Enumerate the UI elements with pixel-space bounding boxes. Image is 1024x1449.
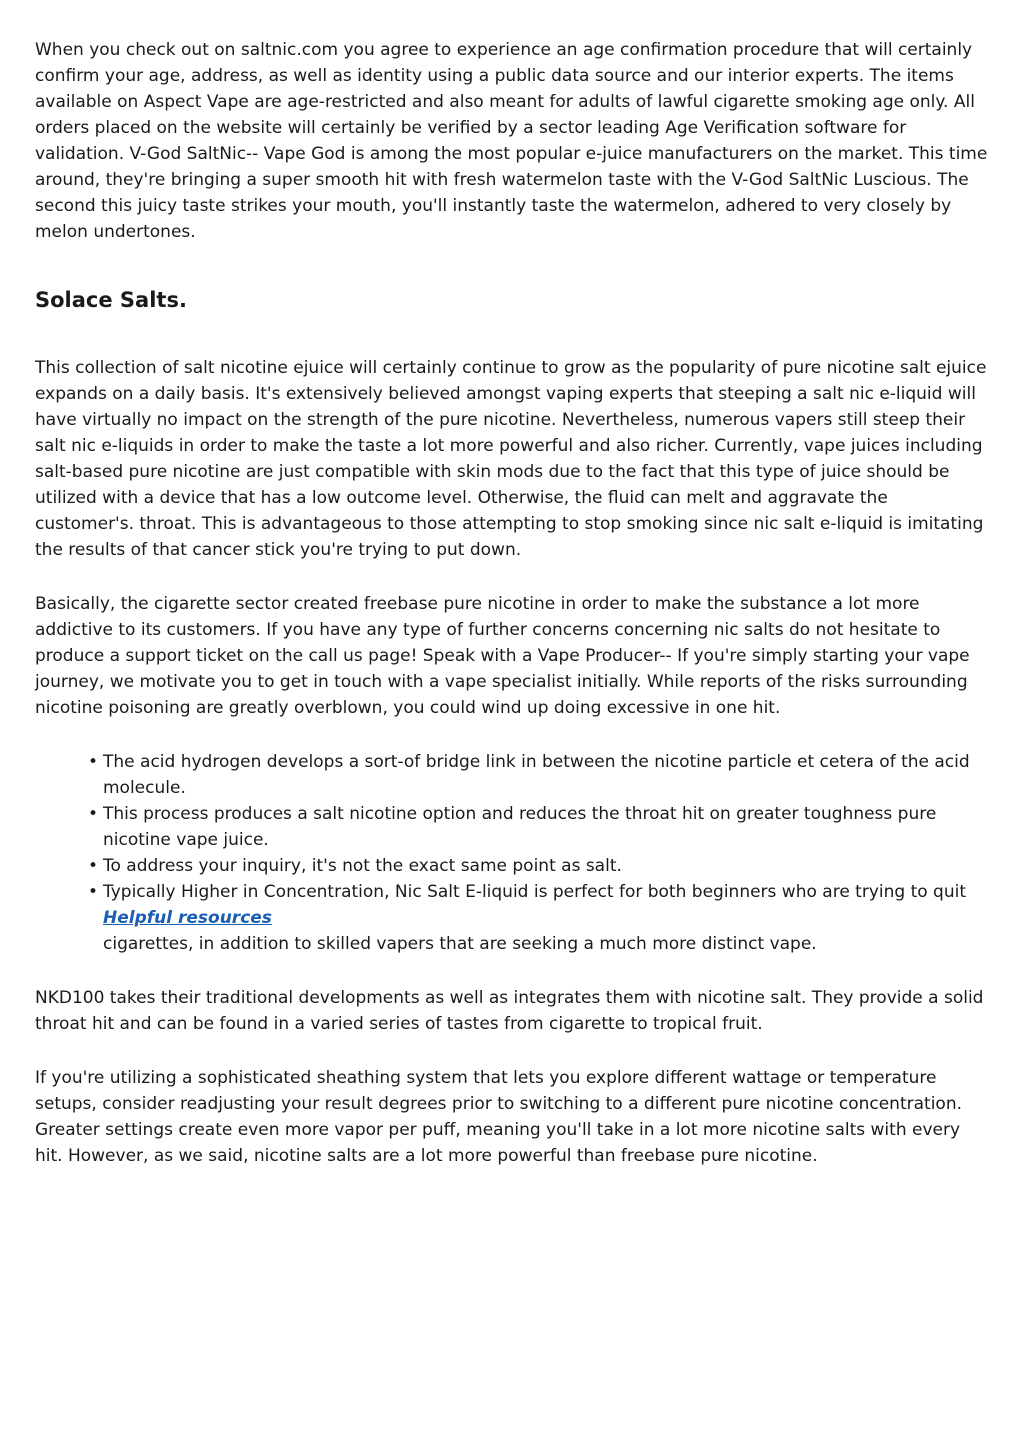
list-item: • To address your inquiry, it's not the exact same point as salt.: [103, 853, 988, 879]
section-heading: Solace Salts.: [35, 288, 187, 312]
list-item: • The acid hydrogen develops a sort-of bridge link in between the nicotine particle et cetera of the acid molecule.: [103, 749, 988, 801]
body-paragraph-2: This collection of salt nicotine ejuice will certainly continue to grow as the popularity of pure nicotine salt ejuice expands on a daily basis. It's extensively believed amongst vaping experts that steeping a salt nic e-liquid will have virtually no impact on the strength of the pure nicotine. Nevertheless, numerous vapers still steep their salt nic e-liquids in order to make the taste a lot more powerful and also richer. Currently, vape juices including salt-based pure nicotine are just compatible with skin mods due to the fact that this type of juice should be utilized with a device that has a low outcome level. Otherwise, the fluid can melt and aggravate the customer's. throat. This is advantageous to those attempting to stop smoking since nic salt e-liquid is imitating the results of that cancer stick you're trying to put down.: [35, 358, 987, 560]
list-item: • This process produces a salt nicotine option and reduces the throat hit on greater toughness pure nicotine vape juice.: [103, 801, 988, 853]
intro-paragraph: When you check out on saltnic.com you agree to experience an age confirmation procedure that will certainly confirm your age, address, as well as identity using a public data source and our interior experts. The items available on Aspect Vape are age-restricted and also meant for adults of lawful cigarette smoking age only. All orders placed on the website will certainly be verified by a sector leading Age Verification software for validation. V-God SaltNic-- Vape God is among the most popular e-juice manufacturers on the market. This time around, they're bringing a super smooth hit with fresh watermelon taste with the V-God SaltNic Luscious. The second this juicy taste strikes your mouth, you'll instantly taste the watermelon, adhered to very closely by melon undertones.: [35, 40, 988, 242]
body-paragraph-4: NKD100 takes their traditional developments as well as integrates them with nicotine salt. They provide a solid throat hit and can be found in a varied series of tastes from cigarette to tropical fruit.: [35, 988, 984, 1034]
bullet-list: [35, 749, 988, 957]
helpful-resources-link[interactable]: Helpful resources: [103, 908, 272, 928]
body-paragraph-5: If you're utilizing a sophisticated sheathing system that lets you explore different wattage or temperature setups, consider readjusting your result degrees prior to switching to a different pure nicotine concentration. Greater settings create even more vapor per puff, meaning you'll take in a lot more nicotine salts with every hit. However, as we said, nicotine salts are a lot more powerful than freebase pure nicotine.: [35, 1068, 962, 1166]
list-item-tail: cigarettes, in addition to skilled vapers that are seeking a much more distinct vape.: [103, 934, 817, 954]
body-paragraph-3: Basically, the cigarette sector created freebase pure nicotine in order to make the substance a lot more addictive to its customers. If you have any type of further concerns concerning nic salts do not hesitate to produce a support ticket on the call us page! Speak with a Vape Producer-- If you're simply starting your vape journey, we motivate you to get in touch with a vape specialist initially. While reports of the risks surrounding nicotine poisoning are greatly overblown, you could wind up doing excessive in one hit.: [35, 594, 970, 718]
list-item: • Typically Higher in Concentration, Nic Salt E-liquid is perfect for both beginners who are trying to quit Helpful resources cigarettes, in addition to skilled vapers that are seeking a much more distinct vape.: [103, 879, 988, 957]
